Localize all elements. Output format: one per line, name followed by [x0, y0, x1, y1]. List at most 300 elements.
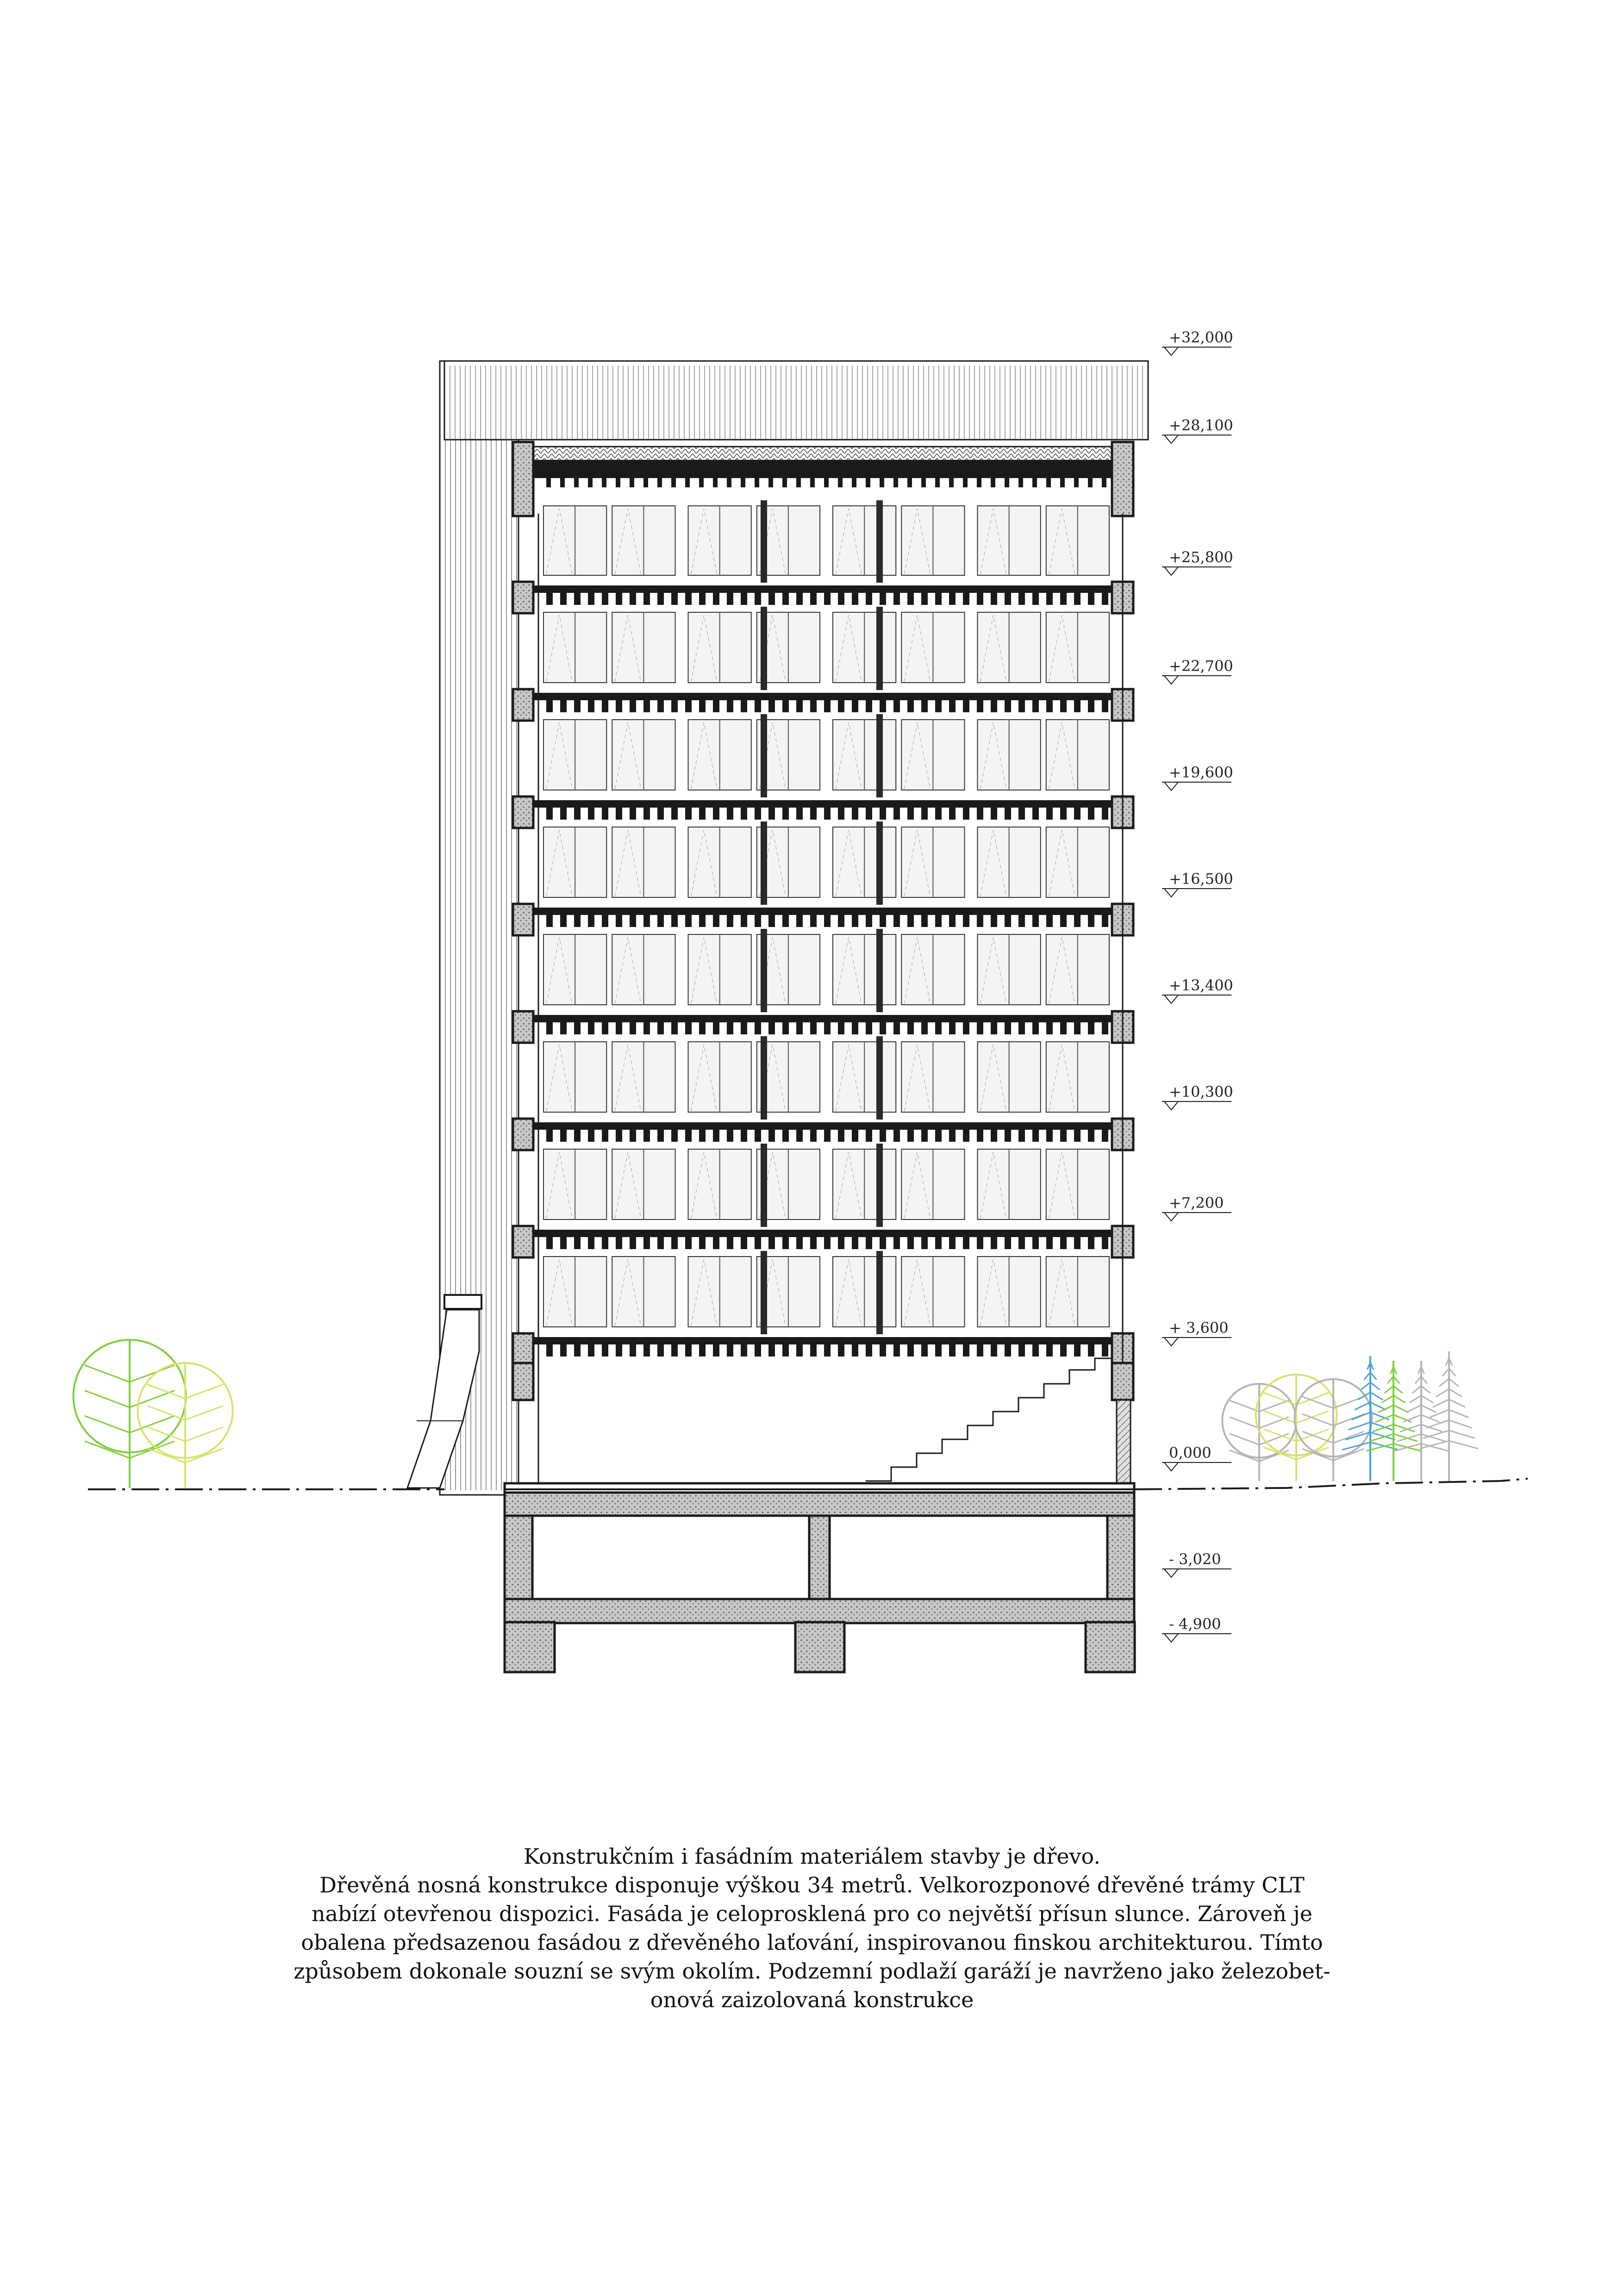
- clt-beam: [796, 915, 803, 927]
- clt-beam: [616, 808, 622, 820]
- clt-beam: [727, 1237, 733, 1249]
- clt-beam: [963, 1237, 969, 1249]
- clt-beam: [893, 478, 898, 487]
- tree: [137, 1363, 232, 1488]
- column-left: [513, 689, 533, 721]
- clt-beam: [935, 593, 942, 605]
- clt-beam: [657, 593, 664, 605]
- clt-beam: [1060, 1130, 1067, 1142]
- clt-beam: [782, 915, 789, 927]
- clt-beam: [991, 1344, 997, 1356]
- clt-beam: [977, 1130, 983, 1142]
- clt-beam: [963, 700, 969, 712]
- clt-beam: [1074, 1022, 1081, 1034]
- clt-beam: [588, 478, 593, 487]
- clt-beam: [852, 1344, 858, 1356]
- clt-beam: [602, 1344, 608, 1356]
- clt-beam: [838, 808, 844, 820]
- clt-beam: [713, 1237, 719, 1249]
- clt-beam: [755, 478, 759, 487]
- clt-beam: [657, 915, 664, 927]
- clt-beam: [755, 700, 761, 712]
- clt-beam: [1018, 808, 1025, 820]
- level-mark: [1162, 764, 1233, 790]
- clt-beam: [1060, 478, 1065, 487]
- clt-beam: [782, 1130, 789, 1142]
- timber-column: [761, 1144, 767, 1227]
- clt-beam: [616, 1237, 622, 1249]
- level-mark: [1162, 1083, 1233, 1110]
- clt-beam: [755, 1022, 761, 1034]
- clt-beam: [685, 1344, 692, 1356]
- clt-beam: [1018, 1130, 1025, 1142]
- clt-beam: [907, 1344, 914, 1356]
- clt-beam: [574, 1237, 581, 1249]
- clt-beam: [796, 1344, 803, 1356]
- clt-beam: [935, 808, 942, 820]
- clt-beam: [616, 1022, 622, 1034]
- clt-beam: [768, 700, 775, 712]
- clt-beam: [1032, 915, 1039, 927]
- floor-5: [543, 929, 1109, 1012]
- roof-slab: [528, 447, 1116, 478]
- clt-beam: [713, 1130, 719, 1142]
- clt-beam: [963, 915, 969, 927]
- clt-beam: [1046, 478, 1051, 487]
- clt-beam: [768, 915, 775, 927]
- floor-7: [543, 1144, 1109, 1227]
- clt-beam: [588, 700, 594, 712]
- clt-beam: [1005, 1130, 1011, 1142]
- clt-beam: [921, 593, 928, 605]
- clt-beam: [977, 1237, 983, 1249]
- clt-beam: [838, 700, 844, 712]
- clt-beam: [546, 593, 553, 605]
- clt-beam: [685, 700, 692, 712]
- level-label: +7,200: [1169, 1194, 1224, 1212]
- clt-beam: [921, 808, 928, 820]
- clt-beam: [949, 700, 956, 712]
- clt-beam: [588, 808, 594, 820]
- clt-beam: [657, 1022, 664, 1034]
- clt-beam: [1074, 915, 1081, 927]
- clt-beam: [643, 1022, 650, 1034]
- clt-beam: [893, 808, 900, 820]
- clt-beam: [616, 478, 620, 487]
- clt-beam: [546, 478, 551, 487]
- tree: [1294, 1379, 1372, 1481]
- floor-2: [543, 607, 1109, 690]
- clt-beam: [741, 1022, 747, 1034]
- clt-beam: [852, 1022, 858, 1034]
- clt-beam: [560, 1344, 567, 1356]
- clt-beam: [741, 700, 747, 712]
- clt-beam: [880, 1130, 886, 1142]
- clt-beam: [866, 1237, 872, 1249]
- clt-beam: [852, 478, 856, 487]
- clt-beam: [907, 1130, 914, 1142]
- clt-beam: [602, 593, 608, 605]
- clt-beam: [630, 1237, 636, 1249]
- clt-beam: [782, 593, 789, 605]
- clt-beam: [838, 1130, 844, 1142]
- clt-beam: [768, 1130, 775, 1142]
- level-label: +25,800: [1169, 548, 1233, 566]
- level-mark: [1162, 977, 1233, 1003]
- clt-beam: [991, 915, 997, 927]
- clt-beam: [1060, 1022, 1067, 1034]
- floor-6: [543, 1036, 1109, 1120]
- clt-beam: [810, 700, 817, 712]
- tree: [1367, 1361, 1421, 1481]
- clt-beam: [921, 1130, 928, 1142]
- clt-beam: [949, 1022, 956, 1034]
- clt-beam: [963, 1022, 969, 1034]
- level-label: + 3,600: [1169, 1319, 1229, 1337]
- clt-beam: [574, 1022, 581, 1034]
- clt-beam: [602, 1237, 608, 1249]
- clt-beam: [949, 593, 956, 605]
- clt-beam: [866, 1022, 872, 1034]
- clt-beam: [866, 1344, 872, 1356]
- clt-beam: [727, 593, 733, 605]
- clt-beam: [796, 700, 803, 712]
- column-left-ground: [513, 1363, 533, 1400]
- trees-right: [1222, 1351, 1478, 1481]
- clt-beam: [560, 478, 565, 487]
- clt-beam: [866, 593, 872, 605]
- clt-beam: [630, 915, 636, 927]
- clt-beam: [755, 1344, 761, 1356]
- clt-beam: [574, 808, 581, 820]
- clt-beam: [768, 1237, 775, 1249]
- level-arrow: [1164, 676, 1178, 684]
- clt-beam: [782, 1237, 789, 1249]
- clt-beam: [1046, 1022, 1053, 1034]
- clt-beam: [1046, 1344, 1053, 1356]
- level-arrow: [1164, 1213, 1178, 1221]
- level-arrow: [1164, 782, 1178, 790]
- clt-beam: [838, 1022, 844, 1034]
- clt-beam: [713, 478, 718, 487]
- clt-beam: [1060, 808, 1067, 820]
- level-label: +13,400: [1169, 977, 1233, 994]
- clt-beam: [657, 1344, 664, 1356]
- column-left: [513, 796, 533, 828]
- clt-beam: [727, 478, 731, 487]
- clt-beam: [588, 1344, 594, 1356]
- clt-beam: [977, 478, 981, 487]
- clt-beam: [824, 1344, 831, 1356]
- clt-beam: [1060, 593, 1067, 605]
- foundation-footing-right: [1086, 1622, 1135, 1672]
- clt-beam: [991, 478, 995, 487]
- level-arrow: [1164, 435, 1178, 443]
- clt-beam: [893, 700, 900, 712]
- clt-beam: [741, 1130, 747, 1142]
- clt-beam: [616, 915, 622, 927]
- clt-beam: [699, 1237, 706, 1249]
- clt-beam: [1005, 478, 1009, 487]
- level-mark: [1162, 1319, 1231, 1346]
- clt-beam: [1088, 1130, 1094, 1142]
- clt-beam: [671, 593, 678, 605]
- tree: [1394, 1361, 1449, 1481]
- timber-column: [876, 1144, 883, 1227]
- clt-beam: [713, 808, 719, 820]
- clt-beam: [921, 915, 928, 927]
- clt-beam: [880, 1022, 886, 1034]
- clt-beam: [546, 1130, 553, 1142]
- clt-beam: [574, 1344, 581, 1356]
- clt-beam: [1102, 1130, 1108, 1142]
- clt-beam: [755, 1130, 761, 1142]
- column-left: [513, 1333, 533, 1365]
- clt-beam: [921, 700, 928, 712]
- clt-beam: [1005, 593, 1011, 605]
- clt-slab: [532, 908, 1120, 915]
- floor-8: [543, 1251, 1109, 1334]
- clt-beam: [991, 1022, 997, 1034]
- clt-beam: [630, 1130, 636, 1142]
- clt-beam: [1102, 1237, 1108, 1249]
- clt-beam: [810, 915, 817, 927]
- clt-beam: [1018, 700, 1025, 712]
- clt-beam: [810, 478, 815, 487]
- clt-beam: [630, 593, 636, 605]
- clt-beam: [782, 1022, 789, 1034]
- clt-beam: [1046, 915, 1053, 927]
- clt-beam: [741, 478, 745, 487]
- clt-beam: [1018, 478, 1023, 487]
- clt-beam: [935, 478, 940, 487]
- clt-beam: [796, 593, 803, 605]
- clt-beam: [880, 1237, 886, 1249]
- clt-beam: [810, 1344, 817, 1356]
- level-label: - 3,020: [1169, 1550, 1221, 1568]
- clt-beam: [1032, 808, 1039, 820]
- level-mark: [1162, 1444, 1231, 1471]
- clt-beam: [796, 1130, 803, 1142]
- clt-beam: [1018, 1237, 1025, 1249]
- clt-beam: [1088, 915, 1094, 927]
- clt-beam: [1032, 593, 1039, 605]
- timber-column: [876, 607, 883, 690]
- level-label: +28,100: [1169, 417, 1233, 434]
- clt-beam: [768, 1022, 775, 1034]
- clt-beam: [977, 808, 983, 820]
- clt-beam: [1005, 700, 1011, 712]
- clt-slab: [532, 1337, 1120, 1344]
- clt-beam: [1102, 915, 1108, 927]
- basement-garage: [505, 1493, 1135, 1672]
- timber-column: [761, 500, 767, 583]
- clt-beam: [1005, 1022, 1011, 1034]
- caption-line: obalena předsazenou fasádou z dřevěného laťování, inspirovanou finskou architekturou. Tímto: [301, 1930, 1323, 1955]
- level-marks: [1162, 329, 1233, 1642]
- clt-beam: [1060, 700, 1067, 712]
- clt-beam: [893, 1130, 900, 1142]
- clt-beam: [824, 700, 831, 712]
- clt-beam: [880, 808, 886, 820]
- clt-beam: [935, 915, 942, 927]
- clt-slab: [532, 693, 1120, 700]
- clt-beam: [560, 1130, 567, 1142]
- clt-beam: [546, 1344, 553, 1356]
- clt-beam: [949, 915, 956, 927]
- clt-beam: [602, 808, 608, 820]
- clt-beam: [1032, 1022, 1039, 1034]
- clt-beam: [1088, 700, 1094, 712]
- column-right-ground: [1112, 1363, 1133, 1400]
- clt-beam: [852, 700, 858, 712]
- floor-slab: [513, 1119, 1133, 1150]
- column-left: [513, 582, 533, 613]
- clt-beam: [810, 593, 817, 605]
- clt-beam: [963, 593, 969, 605]
- clt-beam: [685, 478, 690, 487]
- clt-beam: [1018, 593, 1025, 605]
- level-label: +22,700: [1169, 657, 1233, 675]
- clt-beam: [671, 1130, 678, 1142]
- staircase: [866, 1358, 1111, 1481]
- clt-beam: [1102, 808, 1108, 820]
- clt-beam: [602, 1130, 608, 1142]
- clt-beam: [838, 1237, 844, 1249]
- clt-beam: [935, 1130, 942, 1142]
- clt-beam: [643, 593, 650, 605]
- floor-1: [543, 500, 1109, 583]
- clt-beam: [699, 700, 706, 712]
- clt-beam: [991, 700, 997, 712]
- column-left: [513, 1119, 533, 1150]
- clt-beam: [796, 1022, 803, 1034]
- timber-column: [876, 821, 883, 905]
- level-mark: [1162, 1615, 1231, 1642]
- clt-beam: [602, 700, 608, 712]
- level-mark: [1162, 870, 1233, 897]
- clt-beam: [671, 1022, 678, 1034]
- clt-beam: [713, 700, 719, 712]
- clt-beam: [546, 700, 553, 712]
- clt-beam: [1074, 593, 1081, 605]
- clt-beam: [755, 593, 761, 605]
- clt-beam: [1088, 808, 1094, 820]
- clt-beam: [768, 593, 775, 605]
- clt-beam: [1018, 1344, 1025, 1356]
- clt-beam: [810, 1022, 817, 1034]
- clt-beam: [588, 1130, 594, 1142]
- level-label: - 4,900: [1169, 1615, 1221, 1633]
- clt-beam: [699, 1344, 706, 1356]
- timber-column: [761, 1036, 767, 1120]
- clt-beam: [657, 478, 662, 487]
- level-arrow: [1164, 995, 1178, 1003]
- column-left: [513, 1011, 533, 1043]
- clt-beam: [560, 1237, 567, 1249]
- clt-beam: [1088, 1022, 1094, 1034]
- clt-beam: [671, 915, 678, 927]
- level-mark: [1162, 1194, 1231, 1221]
- floor-slab: [513, 1333, 1133, 1365]
- clt-beam: [685, 1237, 692, 1249]
- clt-beam: [838, 593, 844, 605]
- clt-beam: [991, 808, 997, 820]
- clt-beam: [824, 593, 831, 605]
- clt-beam: [852, 1237, 858, 1249]
- clt-beam: [630, 478, 634, 487]
- clt-beam: [782, 700, 789, 712]
- clt-beam: [1005, 1237, 1011, 1249]
- clt-beam: [824, 915, 831, 927]
- column-left: [513, 1226, 533, 1257]
- clt-beam: [741, 1237, 747, 1249]
- level-arrow: [1164, 1569, 1178, 1577]
- clt-beam: [977, 1022, 983, 1034]
- clt-beam: [963, 478, 968, 487]
- clt-beam: [685, 1130, 692, 1142]
- parapet-left: [513, 442, 533, 516]
- clt-beam: [630, 808, 636, 820]
- caption-line: Dřevěná nosná konstrukce disponuje výškou 34 metrů. Velkorozponové dřevěné trámy CLT: [319, 1873, 1305, 1898]
- floor-3: [543, 714, 1109, 797]
- clt-beam: [588, 915, 594, 927]
- clt-beam: [866, 478, 870, 487]
- clt-beam: [699, 808, 706, 820]
- clt-beam: [880, 1344, 886, 1356]
- clt-beam: [880, 593, 886, 605]
- level-label: +16,500: [1169, 870, 1233, 888]
- clt-beam: [782, 1344, 789, 1356]
- caption-line: nabízí otevřenou dispozici. Fasáda je celoprosklená pro co největší přísun slunce. Zároveň je: [312, 1901, 1312, 1926]
- clt-beam: [1046, 593, 1053, 605]
- clt-beam: [699, 1022, 706, 1034]
- caption: [210, 1842, 1414, 2014]
- clt-beam: [643, 700, 650, 712]
- clt-beam: [685, 808, 692, 820]
- clt-beam: [782, 808, 789, 820]
- level-mark: [1162, 548, 1233, 575]
- clt-beam: [1032, 1130, 1039, 1142]
- level-label: 0,000: [1169, 1444, 1212, 1462]
- clt-beam: [1005, 915, 1011, 927]
- clt-slab: [532, 585, 1120, 593]
- clt-beam: [755, 915, 761, 927]
- timber-column: [761, 929, 767, 1012]
- clt-beam: [546, 1237, 553, 1249]
- clt-beam: [685, 593, 692, 605]
- clt-beam: [1018, 915, 1025, 927]
- clt-beam: [699, 1130, 706, 1142]
- clt-beam: [880, 915, 886, 927]
- clt-beam: [866, 915, 872, 927]
- clt-beam: [713, 593, 719, 605]
- clt-beam: [1074, 478, 1079, 487]
- floor-slab: [513, 582, 1133, 613]
- clt-beam: [643, 1344, 650, 1356]
- level-arrow: [1164, 347, 1178, 355]
- level-mark: [1162, 1550, 1231, 1577]
- clt-beam: [1102, 1022, 1108, 1034]
- clt-beam: [991, 1130, 997, 1142]
- clt-beam: [768, 808, 775, 820]
- clt-beam: [866, 808, 872, 820]
- clt-beam: [935, 1344, 942, 1356]
- clt-beam: [838, 1344, 844, 1356]
- level-label: +19,600: [1169, 764, 1233, 781]
- clt-beam: [977, 1344, 983, 1356]
- level-arrow: [1164, 1338, 1178, 1346]
